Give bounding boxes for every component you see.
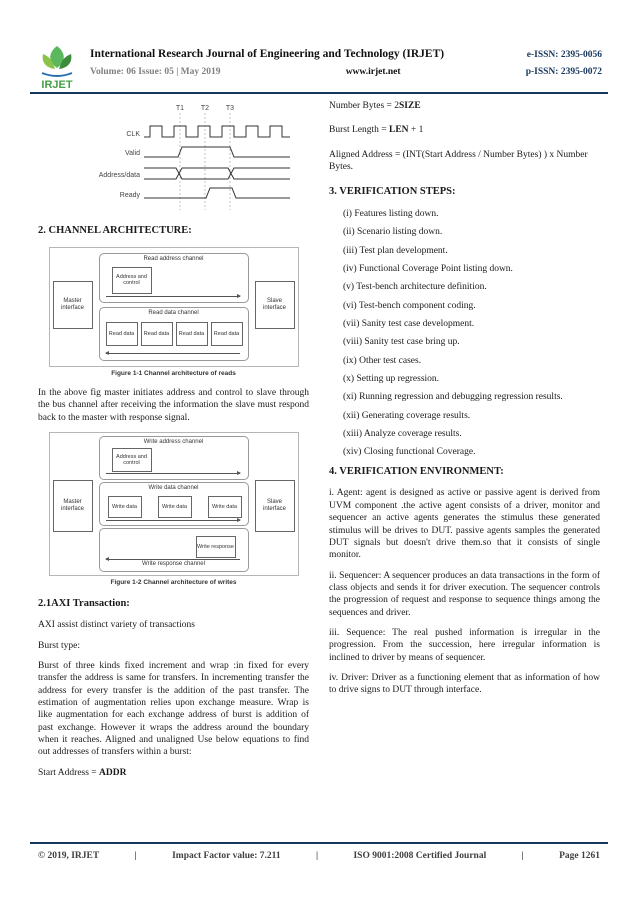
header-row-1 [90, 48, 602, 60]
write-address-channel [99, 436, 249, 480]
master-interface-box: Master interface [53, 480, 93, 532]
paragraph-burst-description: Burst of three kinds fixed increment and wrap :in fixed for every transfer the address is same for transfers. In incrementing transfer the address for every transfer is the addition of the past transfer. The estimation of augmentation relies upon exchange measure. Wrap is like augmentation for each exchange address of burst is addition of past exchange. However it wraps the address around the boundary when it reaches. Aligned and unaligned Use below equations to find out addresses of transfers within a burst: [38, 660, 309, 758]
verification-step-1: (i) Features listing down. [343, 209, 439, 220]
page-header [36, 44, 602, 97]
verification-step-9: (ix) Other test cases. [343, 355, 422, 366]
signal-label-address-data: Address/data [98, 172, 140, 179]
arrow-left-icon [106, 353, 240, 354]
read-data-box: Read data [106, 322, 138, 346]
env-paragraph-driver: iv. Driver: Driver as a functioning element that as information of how to drive signs to DUT through interface. [329, 672, 600, 696]
time-label-t3: T3 [225, 105, 235, 112]
timing-diagram-svg [80, 100, 295, 218]
valid-waveform [144, 147, 290, 157]
verification-step-2: (ii) Scenario listing down. [343, 227, 443, 238]
write-data-channel [99, 482, 249, 526]
footer-separator: | [134, 851, 137, 861]
slave-interface-box: Slave interface [255, 480, 295, 532]
address-control-box: Address and control [112, 448, 152, 472]
header-text-block [90, 44, 602, 77]
paragraph-axi-line: AXI assist distinct variety of transactions [38, 620, 195, 631]
write-response-channel-label: Write response channel [142, 561, 205, 568]
section-heading-verification-environment: 4. VERIFICATION ENVIRONMENT: [329, 465, 504, 477]
address-data-waveform-lower [144, 168, 290, 179]
irjet-logo-icon [36, 44, 78, 92]
equation-text: Burst Length = [329, 125, 389, 136]
paragraph-burst-type: Burst type: [38, 640, 80, 651]
equation-aligned-address: Aligned Address = (INT(Start Address / Number Bytes) ) x Number Bytes. [329, 149, 588, 173]
equation-burst-length [329, 124, 600, 136]
verification-step-6: (vi) Test-bench component coding. [343, 300, 476, 311]
write-response-box: Write response [196, 536, 236, 558]
figure-1-2-caption: Figure 1-2 Channel architecture of writes [110, 579, 237, 587]
equation-start-address [38, 767, 309, 779]
read-address-channel-label: Read address channel [143, 255, 204, 262]
write-response-channel [99, 528, 249, 572]
figure-reads-canvas [53, 251, 295, 363]
signal-label-valid: Valid [124, 150, 140, 157]
read-data-box: Read data [141, 322, 173, 346]
section-heading-axi-transaction: 2.1AXI Transaction: [38, 597, 130, 609]
signal-label-clk: CLK [126, 131, 140, 138]
footer-divider [30, 842, 608, 844]
arrow-right-icon [106, 520, 240, 521]
arrow-left-icon [106, 559, 240, 560]
time-label-t2: T2 [200, 105, 210, 112]
figure-writes-canvas [53, 436, 295, 572]
logo-text: IRJET [41, 79, 73, 91]
write-data-box: Write data [158, 496, 192, 518]
section-heading-channel-architecture: 2. CHANNEL ARCHITECTURE: [38, 225, 192, 236]
verification-step-14: (xiv) Closing functional Coverage. [343, 447, 476, 458]
page-body [38, 100, 600, 791]
signal-label-ready: Ready [119, 192, 140, 199]
time-label-t1: T1 [175, 105, 185, 112]
header-row-2 [90, 67, 602, 77]
master-interface-box: Master interface [53, 281, 93, 329]
section-heading-verification-steps: 3. VERIFICATION STEPS: [329, 186, 456, 198]
equation-text: Number Bytes = 2 [329, 101, 400, 111]
paragraph-reads-description: In the above fig master initiates address and control to slave through the bus channel after receiving the information the slave must respond back to the master with response signal. [38, 388, 309, 423]
equation-text: + 1 [408, 125, 424, 136]
verification-step-4: (iv) Functional Coverage Point listing down. [343, 264, 513, 275]
read-data-box: Read data [211, 322, 243, 346]
read-address-channel [99, 253, 249, 303]
read-data-box: Read data [176, 322, 208, 346]
figure-1-1-caption: Figure 1-1 Channel architecture of reads [111, 369, 236, 377]
footer-impact-factor: Impact Factor value: 7.211 [172, 851, 281, 861]
footer-separator: | [316, 851, 319, 861]
logo-swoosh [42, 73, 72, 76]
footer-copyright: © 2019, IRJET [38, 851, 100, 861]
equation-text: Start Address = [38, 767, 100, 778]
page-footer [38, 851, 600, 861]
address-data-waveform-upper [144, 168, 290, 179]
verification-step-11: (xi) Running regression and debugging regression results. [343, 392, 563, 403]
env-paragraph-agent: i. Agent: agent is designed as active or passive agent is derived from UVM component .the active agent consists of a driver, monitor and sequencer an active agents generates the stimulus these generated stimulus will be drives to DUT. passive agents samples the generated DUT signals but doesn't drive them.so that it consists of single monitor. [329, 488, 600, 561]
verification-step-12: (xii) Generating coverage results. [343, 410, 471, 421]
verification-step-13: (xiii) Analyze coverage results. [343, 429, 462, 440]
right-column [329, 100, 600, 791]
verification-step-3: (iii) Test plan development. [343, 245, 448, 256]
verification-step-10: (x) Setting up regression. [343, 374, 440, 385]
figure-channel-architecture-writes [49, 432, 299, 576]
write-data-channel-label: Write data channel [148, 485, 199, 492]
website-link: www.irjet.net [345, 67, 401, 77]
verification-step-8: (viii) Sanity test case bring up. [343, 337, 460, 348]
verification-step-7: (vii) Sanity test case development. [343, 319, 475, 330]
footer-page-number: Page 1261 [559, 851, 600, 861]
pissn-label: p-ISSN: 2395-0072 [525, 67, 602, 77]
equation-number-bytes [329, 100, 600, 112]
verification-step-5: (v) Test-bench architecture definition. [343, 282, 487, 293]
address-control-box: Address and control [112, 267, 152, 294]
volume-issue-label: Volume: 06 Issue: 05 | May 2019 [90, 67, 221, 77]
env-paragraph-sequencer: ii. Sequencer: A sequencer produces an data transactions in the form of class objects and sends it for driver execution. The sequencer controls the progression of request and response to sequence things among the sequences and driver. [329, 570, 600, 618]
clk-waveform [144, 126, 290, 137]
slave-interface-box: Slave interface [255, 281, 295, 329]
journal-title: International Research Journal of Engineering and Technology (IRJET) [90, 48, 445, 60]
footer-iso-certification: ISO 9001:2008 Certified Journal [353, 851, 487, 861]
write-data-box: Write data [208, 496, 242, 518]
equation-bold-term: LEN [388, 125, 409, 136]
arrow-right-icon [106, 296, 240, 297]
eissn-label: e-ISSN: 2395-0056 [526, 50, 602, 60]
irjet-logo [36, 44, 78, 97]
read-data-channel [99, 307, 249, 361]
figure-channel-architecture-reads [49, 247, 299, 367]
header-divider [30, 92, 608, 94]
write-data-box: Write data [108, 496, 142, 518]
write-address-channel-label: Write address channel [143, 439, 204, 446]
ready-waveform [144, 188, 290, 198]
figure-timing-diagram [80, 100, 295, 218]
equation-bold-term: SIZE [399, 101, 421, 111]
equation-bold-term: ADDR [99, 767, 127, 778]
footer-separator: | [521, 851, 524, 861]
env-paragraph-sequence: iii. Sequence: The real pushed information is irregular in the progression. From the succession, here irregular information is inclined to driver by means of sequencer. [329, 627, 600, 663]
left-column [38, 100, 309, 791]
read-data-channel-label: Read data channel [148, 309, 199, 316]
arrow-right-icon [106, 473, 240, 474]
